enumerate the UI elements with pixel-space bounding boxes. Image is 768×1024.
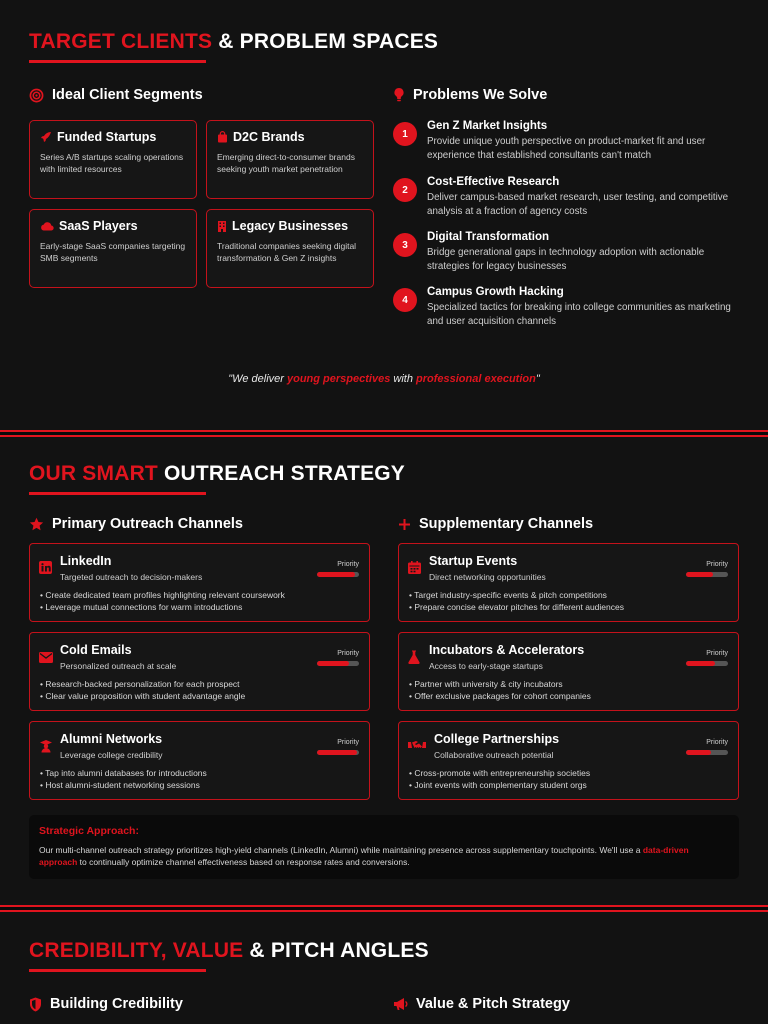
section-title: TARGET CLIENTS & PROBLEM SPACES: [29, 30, 439, 53]
calendar-icon: [408, 561, 421, 574]
priority-bar: [686, 661, 728, 666]
segment-card: Legacy Businesses Traditional companies seeking digital transformation & Gen Z insights: [206, 209, 374, 288]
credibility-section: [0, 912, 768, 1024]
number-badge: 4: [393, 288, 417, 312]
number-badge: 1: [393, 122, 417, 146]
section-divider: [0, 905, 768, 912]
value-pitch-heading: Value & Pitch Strategy: [393, 996, 570, 1012]
channel-card-linkedin: LinkedIn Targeted outreach to decision-makers Priority • Create dedicated team profiles highlighting relevant coursework • Leverage mutual connections for warm introductions: [29, 543, 370, 622]
segment-card: D2C Brands Emerging direct-to-consumer brands seeking youth market penetration: [206, 120, 374, 199]
primary-channels-heading: Primary Outreach Channels: [29, 516, 243, 532]
tagline-quote: "We deliver young perspectives with professional execution": [228, 373, 540, 385]
problem-item: 1 Gen Z Market Insights Provide unique youth perspective on product-market fit and user experience that established consultants can't match: [393, 120, 733, 163]
linkedin-icon: [39, 561, 52, 574]
problems-heading: Problems We Solve: [393, 87, 547, 103]
cloud-icon: [40, 221, 54, 231]
strategic-approach-box: Strategic Approach: Our multi-channel outreach strategy prioritizes high-yield channels (LinkedIn, Alumni) while maintaining presence across supplementary touchpoints. We'll use a data-driven approach to continually optimize channel effectiveness based on response rates and conversions.: [29, 815, 739, 879]
priority-bar: [686, 750, 728, 755]
megaphone-icon: [393, 997, 408, 1011]
channel-card-incubators: Incubators & Accelerators Access to early-stage startups Priority • Partner with university & city incubators • Offer exclusive packages for cohort companies: [398, 632, 739, 711]
section-title: OUR SMART OUTREACH STRATEGY: [29, 462, 406, 485]
priority-fill: [317, 750, 357, 755]
priority-fill: [686, 572, 713, 577]
segments-heading: Ideal Client Segments: [29, 87, 203, 103]
channel-card-college-partnerships: College Partnerships Collaborative outreach potential Priority • Cross-promote with entrepreneurship societies • Joint events with complementary student orgs: [398, 721, 739, 800]
channel-card-alumni: Alumni Networks Leverage college credibility Priority • Tap into alumni databases for introductions • Host alumni-student networking sessions: [29, 721, 370, 800]
lightbulb-icon: [393, 87, 405, 103]
priority-bar: [317, 661, 359, 666]
target-icon: [29, 88, 44, 103]
priority-fill: [686, 661, 715, 666]
title-underline: [29, 60, 206, 63]
number-badge: 3: [393, 233, 417, 257]
handshake-icon: [408, 740, 426, 752]
problem-item: 3 Digital Transformation Bridge generational gaps in technology adoption with actionable strategies for legacy businesses: [393, 231, 733, 274]
credibility-heading: Building Credibility: [29, 996, 183, 1012]
problem-item: 2 Cost-Effective Research Deliver campus-based market research, user testing, and competitive analysis at a fraction of agency costs: [393, 176, 733, 219]
number-badge: 2: [393, 178, 417, 202]
outreach-strategy-section: [0, 437, 768, 905]
title-underline: [29, 969, 206, 972]
star-icon: [29, 517, 44, 531]
priority-bar: [317, 750, 359, 755]
flask-icon: [408, 650, 420, 664]
priority-fill: [686, 750, 711, 755]
section-title: CREDIBILITY, VALUE & PITCH ANGLES: [29, 939, 429, 962]
shopping-bag-icon: [217, 131, 228, 143]
supplementary-channels-heading: Supplementary Channels: [398, 516, 593, 532]
envelope-icon: [39, 652, 53, 663]
channel-card-cold-emails: Cold Emails Personalized outreach at scale Priority • Research-backed personalization for each prospect • Clear value proposition with student advantage angle: [29, 632, 370, 711]
channel-card-startup-events: Startup Events Direct networking opportunities Priority • Target industry-specific events & pitch competitions • Prepare concise elevator pitches for different audiences: [398, 543, 739, 622]
priority-fill: [317, 661, 349, 666]
section-divider: [0, 430, 768, 437]
segment-card: Funded Startups Series A/B startups scaling operations with limited resources: [29, 120, 197, 199]
priority-bar: [317, 572, 359, 577]
segment-card: SaaS Players Early-stage SaaS companies targeting SMB segments: [29, 209, 197, 288]
target-clients-section: [0, 0, 768, 430]
problem-item: 4 Campus Growth Hacking Specialized tactics for breaking into college communities as marketing and user acquisition channels: [393, 286, 733, 329]
title-underline: [29, 492, 206, 495]
priority-bar: [686, 572, 728, 577]
rocket-icon: [40, 131, 52, 143]
plus-icon: [398, 518, 411, 531]
shield-icon: [29, 997, 42, 1012]
building-icon: [217, 220, 227, 232]
priority-fill: [317, 572, 355, 577]
graduate-icon: [39, 739, 53, 753]
